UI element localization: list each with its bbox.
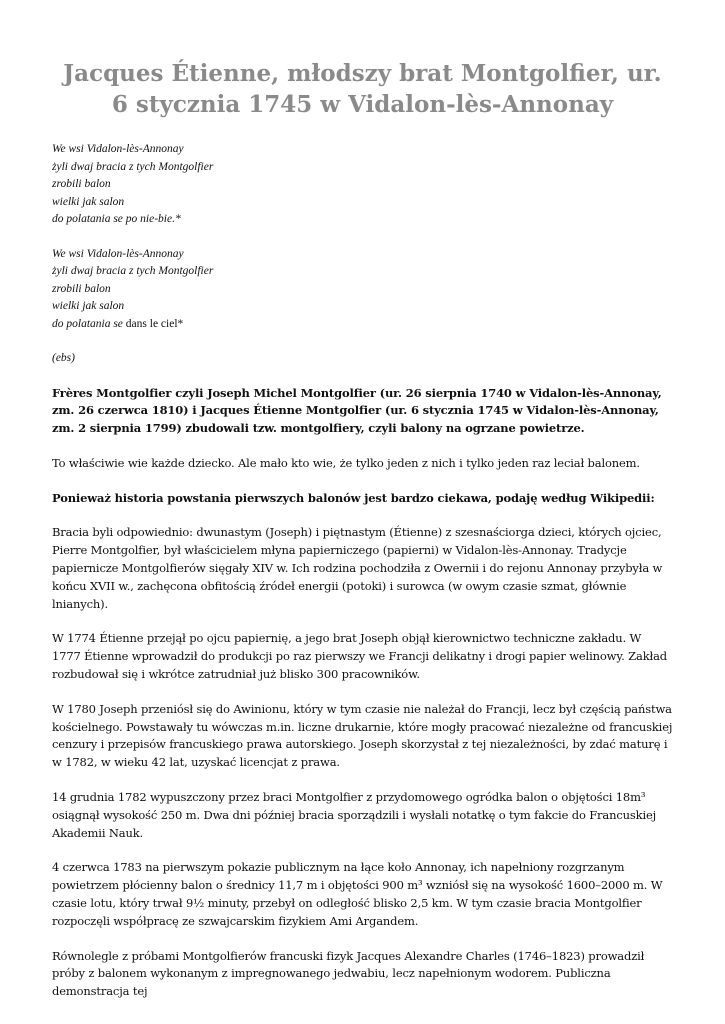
paragraph: Bracia byli odpowiednio: dwunastym (Joseph) i piętnastym (Étienne) z szesnaściorga dzieci, których ojciec, Pierre Montgolfier, był właścicielem młyna papierniczego (papierni) w Vidalon-lès-Annonay. Tradycje papiernicze Montgolfierów sięgały XIV w. Ich rodzina pochodziła z Owernii i do rejonu Annonay przybyła w końcu XVII w., zachęcona obfitością źródeł energii (potoki) i surowca (w owym czasie szmat, głównie lnianych). [52,525,663,611]
poem-line: wielki jak salon [52,195,125,208]
poem-line: wielki jak salon [52,300,125,312]
paragraph: Równolegle z próbami Montgolfierów francuski fizyk Jacques Alexandre Charles (1746–1823) prowadził próby z balonem wykonanym z impregnowanego jedwabiu, lecz napełnionym wodorem. Publiczna demonstracja tej [52,948,645,999]
poem-line: We wsi Vidalon-lès-Annonay [52,143,184,155]
poem-line-normal-part: dans le ciel* [122,317,184,330]
paragraph: To właściwie wie każde dziecko. Ale mało kto wie, że tylko jeden z nich i tylko jeden raz leciał balonem. [52,455,640,470]
paragraph: W 1774 Étienne przejął po ojcu papiernię, a jego brat Joseph objął kierownictwo techniczne zakładu. W 1777 Étienne wprowadził do produkcji po raz pierwszy we Francji delikatny i drogi papier welinowy. Zakład rozbudował się i wkrótce zatrudniał już blisko 300 pracowników. [52,631,668,682]
intro-paragraph: Frères Montgolfier czyli Joseph Michel Montgolfier (ur. 26 sierpnia 1740 w Vidalon-lès-Annonay, zm. 26 czerwca 1810) i Jacques Étienne Montgolfier (ur. 6 stycznia 1745 w Vidalon-lès-Annonay, zm. 2 sierpnia 1799) zbudowali tzw. montgolfiery, czyli balony na ogrzane powietrze. [52,385,662,436]
poem-stanza-2 [52,246,673,334]
poem-line: do polatania se po nie-bie.* [52,213,181,225]
poem-line-last [52,316,673,334]
poem-line: zrobili balon [52,178,111,190]
poem-stanza-1 [52,141,673,229]
paragraph: 4 czerwca 1783 na pierwszym pokazie publicznym na łące koło Annonay, ich napełniony rozgrzanym powietrzem płócienny balon o średnicy 11,7 m i objętości 900 m³ wzniósł się na wysokość 1600–2000 m. W czasie lotu, który trwał 9½ minuty, przebył on odległość blisko 2,5 km. W tym czasie bracia Montgolfier rozpoczęli współpracę ze szwajcarskim fizykiem Ami Argandem. [52,860,663,928]
poem-line: zrobili balon [52,282,111,295]
wikipedia-heading-paragraph: Ponieważ historia powstania pierwszych balonów jest bardzo ciekawa, podaję według Wikipedii: [52,490,655,505]
poem-line-italic-part: do polatania se [52,317,123,330]
page-title: Jacques Étienne, młodszy brat Montgolfier, ur. 6 stycznia 1745 w Vidalon-lès-Annonay [63,60,662,118]
paragraph: 14 grudnia 1782 wypuszczony przez braci Montgolfier z przydomowego ogródka balon o objętości 18m³ osiągnął wysokość 250 m. Dwa dni później bracia sporządzili i wysłali notatkę o tym fakcie do Francuskiej Akademii Nauk. [52,790,657,840]
paragraph: W 1780 Joseph przeniósł się do Awinionu, który w tym czasie nie należał do Francji, lecz był częścią państwa kościelnego. Powstawały tu wówczas m.in. liczne drukarnie, które mogły pracować niezależne od francuskiej cenzury i przepisów francuskiego prawa autorskiego. Joseph skorzystał z tej niezależności, by zdać maturę i w 1782, w wieku 42 lat, uzyskać licencjat z prawa. [52,701,673,770]
poem-line: We wsi Vidalon-lès-Annonay [52,247,184,260]
poem-line: żyli dwaj bracia z tych Montgolfier [52,265,214,277]
poem-line: żyli dwaj bracia z tych Montgolfier [52,160,214,173]
author-signature: (ebs) [52,352,75,364]
